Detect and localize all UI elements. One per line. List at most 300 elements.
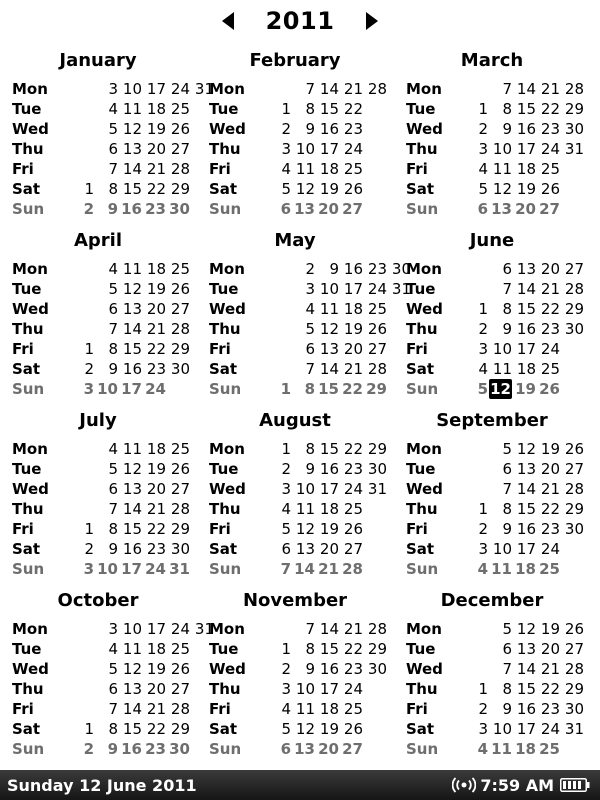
day-cell[interactable]: 17	[121, 380, 142, 398]
day-cell[interactable]: 3	[281, 680, 291, 698]
day-cell[interactable]: 30	[170, 540, 190, 558]
day-cell[interactable]: 28	[170, 320, 190, 338]
day-cell[interactable]: 11	[492, 360, 512, 378]
day-cell[interactable]: 6	[108, 140, 118, 158]
day-cell[interactable]: 28	[170, 500, 190, 518]
day-cell[interactable]: 5	[502, 440, 512, 458]
day-cell[interactable]: 17	[516, 340, 536, 358]
day-cell[interactable]: 22	[146, 180, 166, 198]
day-cell[interactable]: 5	[108, 660, 118, 678]
day-cell[interactable]: 13	[294, 740, 315, 758]
day-cell[interactable]: 11	[122, 260, 142, 278]
day-cell[interactable]: 1	[478, 100, 488, 118]
day-cell[interactable]: 21	[343, 80, 363, 98]
day-cell[interactable]: 12	[319, 320, 339, 338]
day-cell[interactable]: 4	[108, 260, 118, 278]
day-cell[interactable]: 17	[146, 620, 166, 638]
day-cell[interactable]: 21	[540, 660, 560, 678]
day-cell[interactable]: 30	[564, 320, 584, 338]
day-cell[interactable]: 22	[146, 520, 166, 538]
day-cell[interactable]: 29	[170, 180, 190, 198]
day-cell[interactable]: 15	[516, 100, 536, 118]
day-cell[interactable]: 24	[367, 280, 387, 298]
day-cell[interactable]: 25	[343, 160, 363, 178]
day-cell[interactable]: 7	[108, 700, 118, 718]
day-cell[interactable]: 18	[516, 360, 536, 378]
day-cell[interactable]: 10	[492, 340, 512, 358]
day-cell[interactable]: 5	[108, 460, 118, 478]
day-cell[interactable]: 29	[564, 680, 584, 698]
day-cell[interactable]: 1	[478, 500, 488, 518]
day-cell[interactable]: 8	[305, 440, 315, 458]
day-cell[interactable]: 11	[122, 640, 142, 658]
day-cell[interactable]: 3	[108, 620, 118, 638]
day-cell[interactable]: 23	[146, 360, 166, 378]
day-cell[interactable]: 18	[319, 500, 339, 518]
day-cell[interactable]: 23	[343, 120, 363, 138]
day-cell[interactable]: 24	[145, 380, 166, 398]
day-cell[interactable]: 6	[108, 480, 118, 498]
day-cell[interactable]: 5	[477, 380, 488, 398]
day-cell[interactable]: 27	[170, 480, 190, 498]
day-cell[interactable]: 8	[502, 100, 512, 118]
day-cell[interactable]: 12	[122, 660, 142, 678]
day-cell[interactable]: 1	[478, 300, 488, 318]
day-cell[interactable]: 11	[492, 160, 512, 178]
day-cell[interactable]: 24	[343, 680, 363, 698]
day-cell[interactable]: 22	[540, 680, 560, 698]
day-cell[interactable]: 1	[84, 720, 94, 738]
day-cell[interactable]: 18	[343, 300, 363, 318]
day-cell[interactable]: 17	[343, 280, 363, 298]
day-cell[interactable]: 10	[319, 280, 339, 298]
day-cell[interactable]: 16	[516, 320, 536, 338]
day-cell[interactable]: 6	[502, 260, 512, 278]
day-cell[interactable]: 27	[170, 140, 190, 158]
day-cell[interactable]: 13	[319, 340, 339, 358]
day-cell[interactable]: 27	[343, 540, 363, 558]
day-cell[interactable]: 16	[343, 260, 363, 278]
day-cell[interactable]: 23	[540, 320, 560, 338]
day-cell[interactable]: 6	[108, 300, 118, 318]
day-cell[interactable]: 13	[295, 540, 315, 558]
day-cell[interactable]: 30	[367, 660, 387, 678]
day-cell[interactable]: 29	[170, 520, 190, 538]
day-cell[interactable]: 27	[170, 680, 190, 698]
day-cell[interactable]: 1	[84, 340, 94, 358]
day-cell[interactable]: 4	[478, 360, 488, 378]
day-cell[interactable]: 23	[343, 660, 363, 678]
day-cell[interactable]: 16	[516, 520, 536, 538]
day-cell[interactable]: 18	[146, 640, 166, 658]
day-cell[interactable]: 14	[516, 480, 536, 498]
day-cell[interactable]: 13	[516, 460, 536, 478]
day-cell[interactable]: 26	[539, 380, 560, 398]
day-cell[interactable]: 10	[492, 140, 512, 158]
day-cell[interactable]: 1	[281, 440, 291, 458]
day-cell[interactable]: 26	[170, 120, 190, 138]
day-cell[interactable]: 27	[539, 200, 560, 218]
day-cell[interactable]: 10	[295, 480, 315, 498]
day-cell[interactable]: 1	[84, 520, 94, 538]
day-cell[interactable]: 3	[108, 80, 118, 98]
day-cell[interactable]: 14	[516, 660, 536, 678]
day-cell[interactable]: 3	[83, 560, 94, 578]
day-cell[interactable]: 14	[122, 500, 142, 518]
day-cell[interactable]: 16	[122, 540, 142, 558]
day-cell[interactable]: 2	[478, 320, 488, 338]
day-cell[interactable]: 29	[564, 100, 584, 118]
day-cell[interactable]: 9	[305, 660, 315, 678]
day-cell[interactable]: 16	[319, 120, 339, 138]
day-cell[interactable]: 29	[564, 300, 584, 318]
day-cell[interactable]: 17	[319, 680, 339, 698]
day-cell[interactable]: 9	[502, 520, 512, 538]
day-cell[interactable]: 12	[516, 440, 536, 458]
day-cell[interactable]: 21	[540, 80, 560, 98]
day-cell[interactable]: 13	[122, 300, 142, 318]
day-cell[interactable]: 3	[83, 380, 94, 398]
day-cell[interactable]: 24	[540, 340, 560, 358]
day-cell[interactable]: 4	[108, 100, 118, 118]
day-cell[interactable]: 3	[305, 280, 315, 298]
day-cell[interactable]: 30	[564, 120, 584, 138]
day-cell[interactable]: 12	[122, 460, 142, 478]
day-cell[interactable]: 23	[540, 120, 560, 138]
day-cell[interactable]: 14	[122, 320, 142, 338]
day-cell[interactable]: 31	[367, 480, 387, 498]
day-cell[interactable]: 26	[564, 620, 584, 638]
day-cell[interactable]: 19	[146, 460, 166, 478]
day-cell[interactable]: 25	[367, 300, 387, 318]
day-cell[interactable]: 21	[343, 620, 363, 638]
day-cell[interactable]: 16	[121, 200, 142, 218]
day-cell[interactable]: 8	[108, 180, 118, 198]
day-cell[interactable]: 7	[502, 480, 512, 498]
day-cell[interactable]: 21	[146, 700, 166, 718]
day-cell[interactable]: 27	[564, 260, 584, 278]
day-cell[interactable]: 20	[343, 340, 363, 358]
day-cell[interactable]: 10	[97, 380, 118, 398]
day-cell[interactable]: 5	[108, 280, 118, 298]
day-cell[interactable]: 14	[516, 80, 536, 98]
day-cell[interactable]: 22	[540, 100, 560, 118]
day-cell[interactable]: 15	[122, 340, 142, 358]
day-cell[interactable]: 6	[477, 200, 488, 218]
day-cell[interactable]: 10	[295, 140, 315, 158]
day-cell[interactable]: 25	[539, 740, 560, 758]
day-cell[interactable]: 20	[146, 300, 166, 318]
day-cell[interactable]: 18	[515, 560, 536, 578]
day-cell[interactable]: 2	[83, 200, 94, 218]
day-cell[interactable]: 3	[281, 480, 291, 498]
day-cell[interactable]: 20	[146, 480, 166, 498]
day-cell[interactable]: 26	[343, 180, 363, 198]
day-cell[interactable]: 23	[146, 540, 166, 558]
day-cell[interactable]: 6	[502, 640, 512, 658]
day-cell[interactable]: 6	[280, 740, 291, 758]
day-cell[interactable]: 24	[343, 480, 363, 498]
day-cell[interactable]: 21	[146, 160, 166, 178]
day-cell[interactable]: 6	[281, 540, 291, 558]
day-cell[interactable]: 26	[170, 460, 190, 478]
day-cell[interactable]: 18	[319, 160, 339, 178]
day-cell[interactable]: 30	[169, 200, 190, 218]
day-cell[interactable]: 2	[305, 260, 315, 278]
day-cell[interactable]: 29	[367, 640, 387, 658]
day-cell[interactable]: 23	[540, 700, 560, 718]
day-cell[interactable]: 3	[478, 720, 488, 738]
day-cell[interactable]: 14	[319, 360, 339, 378]
day-cell[interactable]: 10	[492, 720, 512, 738]
day-cell[interactable]: 20	[318, 740, 339, 758]
day-cell[interactable]: 22	[343, 100, 363, 118]
day-cell[interactable]: 15	[319, 100, 339, 118]
day-cell[interactable]: 8	[502, 500, 512, 518]
day-cell[interactable]: 24	[170, 80, 190, 98]
day-cell[interactable]: 21	[146, 500, 166, 518]
day-cell[interactable]: 23	[145, 740, 166, 758]
day-cell[interactable]: 9	[502, 320, 512, 338]
day-cell[interactable]: 20	[146, 680, 166, 698]
day-cell[interactable]: 5	[281, 720, 291, 738]
day-cell[interactable]: 17	[121, 560, 142, 578]
day-cell[interactable]: 19	[319, 520, 339, 538]
day-cell[interactable]: 17	[516, 140, 536, 158]
day-cell[interactable]: 26	[367, 320, 387, 338]
day-cell[interactable]: 27	[564, 460, 584, 478]
day-cell[interactable]: 7	[502, 280, 512, 298]
day-cell[interactable]: 16	[122, 360, 142, 378]
day-cell[interactable]: 15	[319, 440, 339, 458]
day-cell[interactable]: 19	[540, 620, 560, 638]
day-cell[interactable]: 24	[540, 540, 560, 558]
day-cell[interactable]: 25	[343, 500, 363, 518]
day-cell[interactable]: 28	[564, 480, 584, 498]
day-cell[interactable]: 23	[540, 520, 560, 538]
day-cell[interactable]: 25	[539, 560, 560, 578]
day-cell[interactable]: 2	[83, 740, 94, 758]
day-cell[interactable]: 4	[477, 560, 488, 578]
day-cell[interactable]: 14	[122, 700, 142, 718]
day-cell[interactable]: 27	[342, 200, 363, 218]
day-cell[interactable]: 11	[319, 300, 339, 318]
day-cell[interactable]: 6	[305, 340, 315, 358]
day-cell[interactable]: 7	[108, 320, 118, 338]
day-cell[interactable]: 2	[84, 540, 94, 558]
day-cell[interactable]: 6	[108, 680, 118, 698]
day-cell[interactable]: 16	[516, 120, 536, 138]
day-cell[interactable]: 10	[122, 80, 142, 98]
day-cell[interactable]: 3	[281, 140, 291, 158]
day-cell[interactable]: 30	[564, 700, 584, 718]
day-cell[interactable]: 29	[366, 380, 387, 398]
day-cell[interactable]: 24	[540, 140, 560, 158]
day-cell[interactable]: 22	[540, 500, 560, 518]
day-cell[interactable]: 16	[319, 460, 339, 478]
day-cell[interactable]: 27	[342, 740, 363, 758]
day-cell[interactable]: 26	[170, 660, 190, 678]
day-cell[interactable]: 8	[108, 520, 118, 538]
day-cell[interactable]: 22	[343, 440, 363, 458]
day-cell[interactable]: 20	[540, 460, 560, 478]
day-cell[interactable]: 15	[319, 640, 339, 658]
day-cell[interactable]: 7	[305, 360, 315, 378]
day-cell[interactable]: 14	[122, 160, 142, 178]
day-cell[interactable]: 19	[516, 180, 536, 198]
day-cell[interactable]: 15	[516, 300, 536, 318]
day-cell[interactable]: 9	[305, 120, 315, 138]
day-cell[interactable]: 9	[502, 120, 512, 138]
day-cell[interactable]: 19	[515, 380, 536, 398]
day-cell[interactable]: 20	[540, 260, 560, 278]
day-cell[interactable]: 8	[108, 340, 118, 358]
day-cell[interactable]: 28	[170, 160, 190, 178]
day-cell[interactable]: 28	[367, 620, 387, 638]
day-cell[interactable]: 8	[502, 300, 512, 318]
next-year-button[interactable]	[356, 5, 388, 37]
day-cell[interactable]: 9	[305, 460, 315, 478]
day-cell[interactable]: 19	[319, 180, 339, 198]
day-cell[interactable]: 18	[515, 740, 536, 758]
day-cell[interactable]: 10	[492, 540, 512, 558]
day-cell[interactable]: 2	[281, 120, 291, 138]
day-cell[interactable]: 27	[170, 300, 190, 318]
day-cell[interactable]: 2	[281, 460, 291, 478]
day-cell[interactable]: 28	[367, 360, 387, 378]
day-cell[interactable]: 16	[516, 700, 536, 718]
day-cell[interactable]: 4	[305, 300, 315, 318]
day-cell[interactable]: 7	[502, 660, 512, 678]
day-cell[interactable]: 21	[146, 320, 166, 338]
day-cell[interactable]: 7	[305, 620, 315, 638]
day-cell[interactable]: 7	[280, 560, 291, 578]
day-cell[interactable]: 13	[122, 140, 142, 158]
day-cell[interactable]: 13	[516, 260, 536, 278]
day-cell[interactable]: 23	[367, 260, 387, 278]
day-cell[interactable]: 2	[281, 660, 291, 678]
day-cell[interactable]: 12	[122, 280, 142, 298]
day-cell[interactable]: 28	[342, 560, 363, 578]
day-cell[interactable]: 25	[170, 640, 190, 658]
day-cell[interactable]: 30	[169, 740, 190, 758]
day-cell[interactable]: 31	[564, 140, 584, 158]
day-cell[interactable]: 17	[516, 540, 536, 558]
day-cell[interactable]: 27	[367, 340, 387, 358]
day-cell[interactable]: 9	[329, 260, 339, 278]
day-cell[interactable]: 4	[281, 700, 291, 718]
day-cell[interactable]: 19	[146, 120, 166, 138]
day-cell[interactable]: 29	[564, 500, 584, 518]
day-cell[interactable]: 18	[146, 260, 166, 278]
day-cell[interactable]: 12	[516, 620, 536, 638]
day-cell[interactable]: 10	[97, 560, 118, 578]
day-cell[interactable]: 5	[281, 180, 291, 198]
day-cell[interactable]: 2	[478, 520, 488, 538]
day-cell[interactable]: 15	[516, 680, 536, 698]
day-cell[interactable]: 12	[295, 720, 315, 738]
day-cell[interactable]: 26	[564, 440, 584, 458]
day-cell[interactable]: 17	[319, 140, 339, 158]
day-cell[interactable]: 13	[122, 480, 142, 498]
day-cell[interactable]: 20	[515, 200, 536, 218]
day-cell[interactable]: 2	[84, 360, 94, 378]
day-cell[interactable]: 20	[318, 200, 339, 218]
day-cell[interactable]: 14	[516, 280, 536, 298]
day-cell[interactable]: 9	[108, 360, 118, 378]
day-cell[interactable]: 26	[540, 180, 560, 198]
day-cell[interactable]: 31	[564, 720, 584, 738]
day-cell[interactable]: 17	[146, 80, 166, 98]
day-cell[interactable]: 17	[516, 720, 536, 738]
day-cell[interactable]: 29	[170, 720, 190, 738]
day-cell[interactable]: 21	[343, 360, 363, 378]
day-cell[interactable]: 6	[280, 200, 291, 218]
day-cell[interactable]: 31	[169, 560, 190, 578]
day-cell[interactable]: 1	[478, 680, 488, 698]
day-cell[interactable]: 27	[564, 640, 584, 658]
day-cell[interactable]: 5	[478, 180, 488, 198]
day-cell[interactable]: 25	[170, 100, 190, 118]
day-cell[interactable]: 22	[146, 720, 166, 738]
day-cell[interactable]: 1	[281, 640, 291, 658]
day-cell[interactable]: 18	[146, 440, 166, 458]
day-cell[interactable]: 29	[170, 340, 190, 358]
day-cell[interactable]: 11	[295, 160, 315, 178]
day-cell[interactable]: 8	[108, 720, 118, 738]
day-cell[interactable]: 8	[305, 100, 315, 118]
day-cell[interactable]: 22	[540, 300, 560, 318]
day-cell[interactable]: 5	[502, 620, 512, 638]
day-cell[interactable]: 28	[170, 700, 190, 718]
day-cell[interactable]: 3	[478, 340, 488, 358]
day-cell[interactable]: 12	[122, 120, 142, 138]
day-cell[interactable]: 11	[122, 440, 142, 458]
day-cell[interactable]: 22	[146, 340, 166, 358]
day-cell[interactable]: 16	[121, 740, 142, 758]
day-cell[interactable]: 7	[108, 500, 118, 518]
day-cell[interactable]: 9	[502, 700, 512, 718]
day-cell[interactable]: 7	[502, 80, 512, 98]
day-cell[interactable]: 9	[107, 200, 118, 218]
day-cell[interactable]: 13	[294, 200, 315, 218]
day-cell[interactable]: 13	[122, 680, 142, 698]
day-cell[interactable]: 28	[564, 80, 584, 98]
day-cell[interactable]: 28	[367, 80, 387, 98]
day-cell[interactable]: 5	[305, 320, 315, 338]
day-cell[interactable]: 20	[146, 140, 166, 158]
day-cell[interactable]: 19	[146, 660, 166, 678]
day-cell[interactable]: 25	[540, 160, 560, 178]
day-cell[interactable]: 7	[108, 160, 118, 178]
day-cell[interactable]: 15	[122, 720, 142, 738]
day-cell[interactable]: 26	[170, 280, 190, 298]
day-cell[interactable]: 4	[477, 740, 488, 758]
day-cell[interactable]: 25	[170, 440, 190, 458]
day-cell[interactable]: 28	[564, 660, 584, 678]
day-cell[interactable]: 12	[295, 180, 315, 198]
day-cell[interactable]: 29	[367, 440, 387, 458]
day-cell[interactable]: 4	[281, 160, 291, 178]
day-cell[interactable]: 14	[319, 80, 339, 98]
day-cell[interactable]: 30	[564, 520, 584, 538]
today-highlight[interactable]: 12	[490, 380, 511, 398]
day-cell[interactable]: 21	[540, 280, 560, 298]
day-cell[interactable]: 4	[108, 440, 118, 458]
day-cell[interactable]: 30	[391, 260, 411, 278]
day-cell[interactable]: 11	[295, 500, 315, 518]
day-cell[interactable]: 19	[319, 720, 339, 738]
